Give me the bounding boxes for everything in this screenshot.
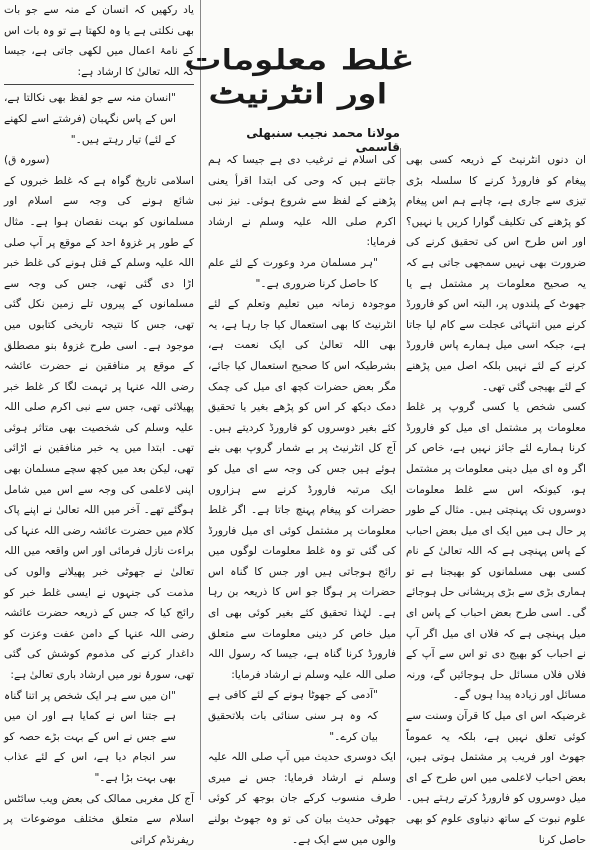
hadith-quote: "آدمی کے جھوٹا ہونے کے لئے کافی ہے کہ وہ ہر سنی سنائی بات بلاتحقیق بیان کرے۔" [208,689,378,743]
article-byline: مولانا محمد نجیب سنبھلی قاسمی [246,126,400,154]
paragraph: کسی شخص یا کسی گروپ پر غلط معلومات پر مشتمل ای میل کو فارورڈ کرنا ہمارے لئے جائز نہیں ہے، خاص کر اگر وہ ای میل دینی معلومات پر مشتمل ہو، کیونکہ اس سے غلط معلومات دوسروں تک پہنچتی ہیں۔ مثال کے طور پر حال ہی میں ایک ای میل بعض احباب کے پاس پہنچی ہے کہ اللہ تعالیٰ کے نام کسی بھی مسلمانوں کو بھیجنا ہے تو ہماری بڑی سے بڑی پریشانی حل ہوجائے گی۔ اسی طرح بعض احباب کے پاس ای میل پہنچی ہے کہ فلاں ای میل اگر آپ نے احباب کو بھیج دی تو اس سے آپ کے فلاں فلاں مسائل حل ہوجائیں گے، ورنہ مسائل اور زیادہ پیدا ہوں گے۔ [406,401,586,702]
paragraph: غرضیکہ اس ای میل کا قرآن وسنت سے کوئی تعلق نہیں ہے، بلکہ یہ عموماً جھوٹ اور فریب پر مشتمل ہوتی ہیں، بعض احباب لاعلمی میں اس طرح کے ای میل دوسروں کو فارورڈ کرتے رہتے ہیں۔ علوم نبوت کے ساتھ دنیاوی علوم کو بھی حاصل کرنا [406,710,586,846]
paragraph: ایک دوسری حدیث میں آپ صلی اللہ علیہ وسلم نے ارشاد فرمایا: جس نے میری طرف منسوب کرکے جان بوجھ کر کوئی جھوٹی حدیث بیان کی تو وہ جھوٹ بولنے والوں میں سے ایک ہے۔ [208,751,396,846]
column-divider [400,148,401,800]
quote-reference: (سورہ ق) [4,154,50,167]
quran-quote: "انسان منہ سے جو لفظ بھی نکالتا ہے، اس کے پاس نگہبان (فرشتے اسے لکھنے کے لئے) تیار رہتے ہیں۔" [4,92,176,146]
column-middle [208,150,396,846]
paragraph: یاد رکھیں کہ انسان کے منہ سے جو بات بھی نکلتی ہے یا وہ لکھتا ہے تو وہ بات اس کے نامۂ اعمال میں لکھی جاتی ہے، جیسا کہ اللہ تعالیٰ کا ارشاد ہے: [4,4,194,78]
quran-quote: "ان میں سے ہر ایک شخص پر اتنا گناہ ہے جتنا اس نے کمایا ہے اور ان میں سے جس نے اس کے بہت بڑے حصہ کو سر انجام دیا ہے، اس کے لئے عذاب بھی بہت بڑا ہے۔" [4,689,176,784]
column-left [4,0,194,850]
paragraph: کی اسلام نے ترغیب دی ہے جیسا کہ ہم جانتے ہیں کہ وحی کی ابتدا اقرأ یعنی پڑھنے کے لفظ سے شروع ہوئی۔ نیز نبی اکرم صلی اللہ علیہ وسلم نے ارشاد فرمایا: [208,154,396,249]
paragraph: ان دنوں انٹرنیٹ کے ذریعہ کسی بھی پیغام کو فارورڈ کرنے کا سلسلہ بڑی تیزی سے جاری ہے، چاہے ہم اس پیغام کو پڑھنے کی تکلیف گوارا کریں یا نہیں؟ اور اس طرح اس کی تحقیق کرنے کی ضرورت بھی نہیں سمجھی جاتی ہے کہ یہ صحیح معلومات پر مشتمل ہے یا جھوٹ کے پلندوں پر، البتہ اس کو فارورڈ کرنے میں انتہائی عجلت سے کام لیا جاتا ہے، جبکہ اسی میل ہمارے پاس فارورڈ کرنے کے لئے نہیں بلکہ اصل میں پڑھنے کے لئے بھیجی گئی تھی۔ [406,154,586,393]
paragraph: موجودہ زمانہ میں تعلیم وتعلم کے لئے انٹرنیٹ کا بھی استعمال کیا جا رہا ہے، یہ بھی اللہ تعالیٰ کی ایک نعمت ہے، بشرطیکہ اس کا صحیح استعمال کیا جائے، مگر بعض حضرات کچھ ای میل کی چمک دمک دیکھ کر اس کو پڑھے بغیر یا تحقیق کئے بغیر دوسروں کو فارورڈ کردیتے ہیں۔ آج کل انٹرنیٹ پر بے شمار گروپ بھی بنے ہوئے ہیں جس کی وجہ سے ای میل کو ایک مرتبہ فارورڈ کرنے سے ہزاروں حضرات کو پیغام پہنچ جاتا ہے۔ اگر غلط معلومات پر مشتمل کوئی ای میل فارورڈ کی گئی تو وہ غلط معلومات لوگوں میں رائج ہوجاتی ہیں اور جس کا گناہ اس حضرات پر ہوگا جو اس کا ذریعہ بن رہا ہے۔ لہٰذا تحقیق کئے بغیر کوئی بھی ای میل خاص کر دینی معلومات سے متعلق فارورڈ کرنا گناہ ہے، جیسا کہ رسول اللہ صلی اللہ علیہ وسلم نے ارشاد فرمایا: [208,298,396,681]
hadith-quote: "ہر مسلمان مرد وعورت کے لئے علم کا حاصل کرنا ضروری ہے۔" [208,256,378,290]
column-divider [200,0,201,800]
column-right [406,150,586,846]
article-title: غلط معلومات اور انٹرنیٹ [184,45,412,110]
paragraph: آج کل مغربی ممالک کی بعض ویب سائٹس اسلام سے متعلق مختلف موضوعات پر ریفرنڈم کراتی [4,792,194,846]
paragraph: اسلامی تاریخ گواہ ہے کہ غلط خبروں کے شائع ہونے کی وجہ سے اسلام اور مسلمانوں کو بہت نقصان ہوا ہے۔ مثال کے طور پر غزوۂ احد کے موقع پر آپ صلی اللہ علیہ وسلم کے قتل ہونے کی غلط خبر اڑا دی گئی تھی، جس کی وجہ سے مسلمانوں کے پیروں تلے زمین نکل گئی تھی، جس کا نتیجہ تاریخی کتابوں میں موجود ہے۔ اسی طرح غزوۂ بنو مصطلق کے موقع پر منافقین نے حضرت عائشہ رضی اللہ عنہا پر تہمت لگا کر غلط خبر پھیلائی تھی، جس سے نبی اکرم صلی اللہ علیہ وسلم کی شخصیت بھی متاثر ہوئی تھی۔ ابتدا میں یہ خبر منافقین نے اڑائی تھی، لیکن بعد میں کچھ سچے مسلمان بھی اپنی لاعلمی کی وجہ سے اس میں شامل ہوگئے تھے۔ آخر میں اللہ تعالیٰ نے اپنے پاک کلام میں حضرت عائشہ رضی اللہ عنہا کی براءت نازل فرمائی اور اس واقعہ میں اللہ تعالیٰ نے جھوٹی خبر پھیلانے والوں کی مذمت کی جنہوں نے ایسی غلط خبر کو رائج کیا کہ جس کے ذریعہ حضرت عائشہ رضی اللہ عنہا کے دامن عفت وعزت کو داغدار کرنے کی مذموم کوشش کی گئی تھی، سورۂ نور میں ارشاد باری تعالیٰ ہے: [4,174,194,681]
divider [4,84,194,85]
